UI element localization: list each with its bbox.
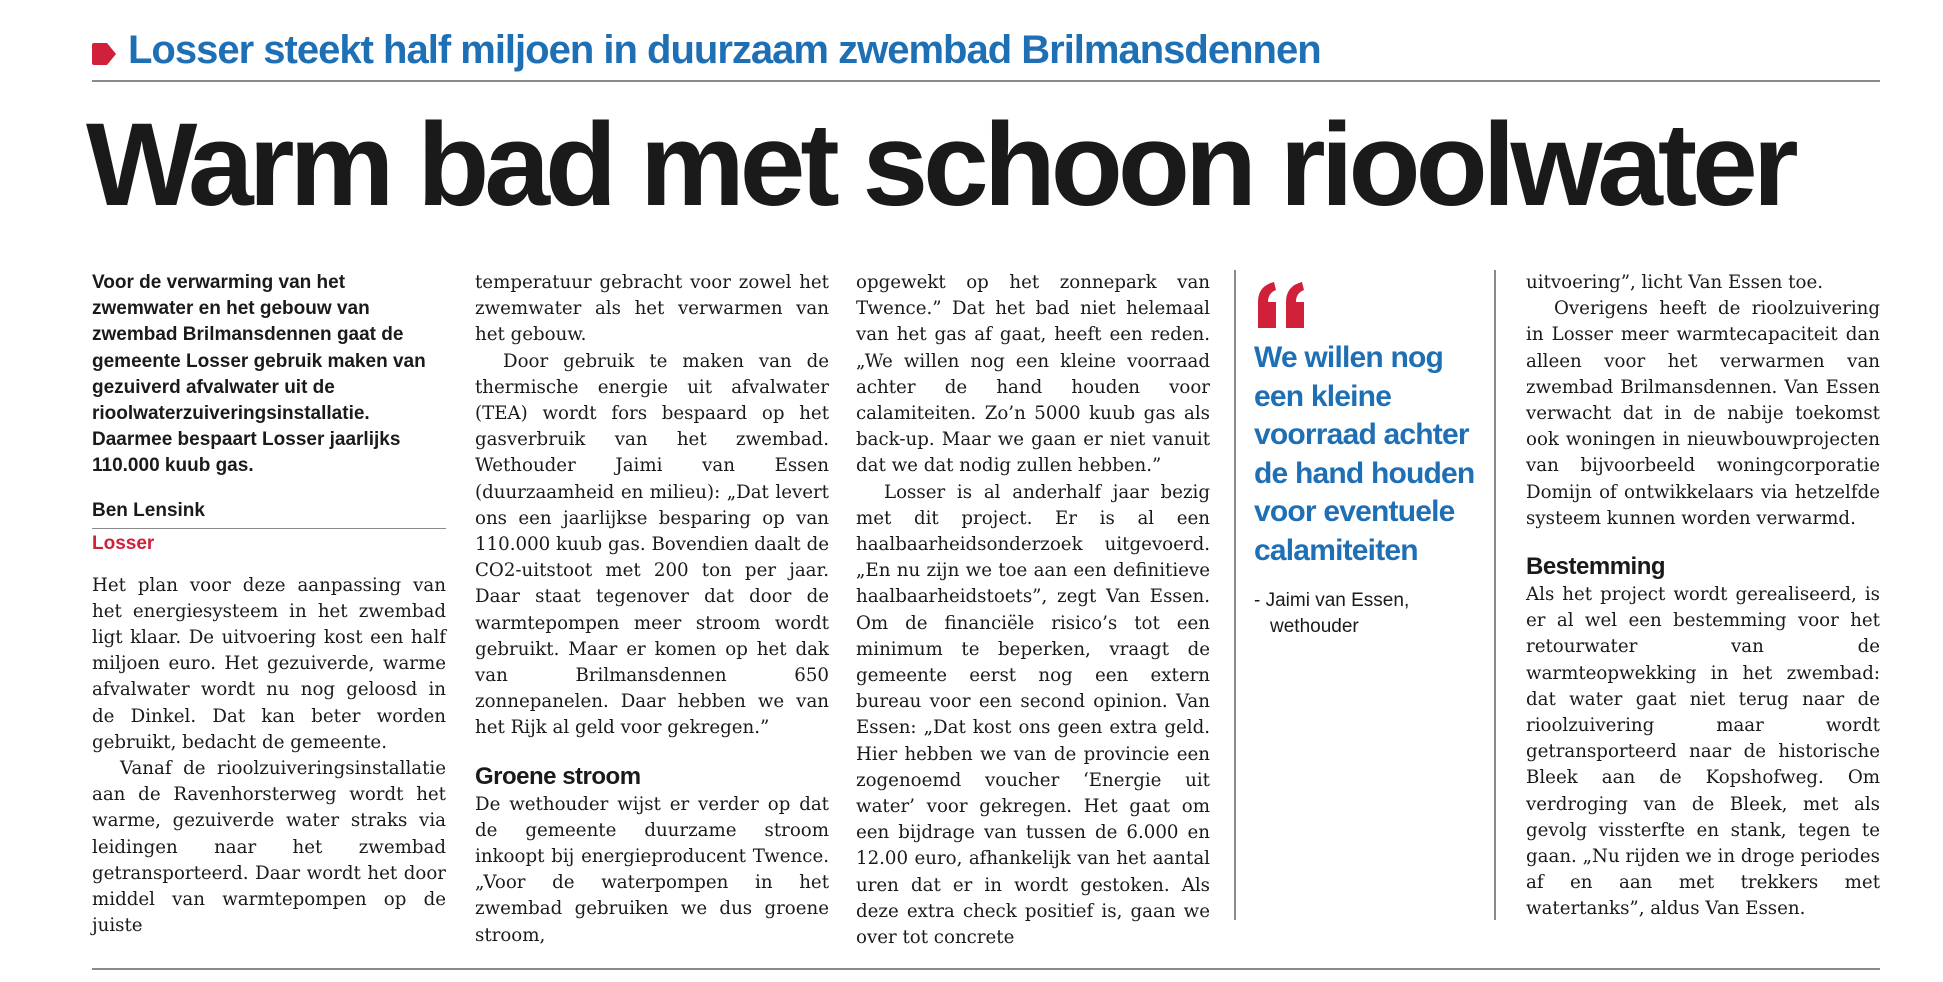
pull-quote <box>1234 270 1496 920</box>
quote-attribution-name: - Jaimi van Essen, <box>1254 590 1410 611</box>
column-1-body <box>92 573 446 940</box>
paragraph: uitvoering”, licht Van Essen toe. <box>1526 272 1823 293</box>
bottom-divider <box>92 968 1880 970</box>
kicker-text: Losser steekt half miljoen in duurzaam zwembad Brilmansdennen <box>128 27 1321 72</box>
article-page <box>86 0 1880 982</box>
paragraph: opgewekt op het zonnepark van Twence.” Dat het bad niet helemaal van het gas af gaat, heeft een reden. „We willen nog een kleine voorraad achter de hand houden voor calamiteiten. Zo’n 5000 kuub gas als back-up. Maar we gaan er niet vanuit dat we dat nodig zullen hebben.” <box>856 272 1210 477</box>
quote-text: We willen nog een kleine voorraad achter de hand houden voor eventuele calamiteiten <box>1254 341 1475 567</box>
column-2-body-continued <box>475 792 829 949</box>
paragraph: Losser is al anderhalf jaar bezig met dit project. Er is al een haalbaarheidsonderzoek uitgevoerd. „En nu zijn we toe aan een definitieve haalbaarheidstoets”, zegt Van Essen. Om de financiële risico’s tot een minimum te beperken, vraagt de gemeente eerst nog een extern bureau voor een second opinion. Van Essen: „Dat kost ons geen extra geld. Hier hebben we van de provincie een zogenoemd voucher ‘Energie uit water’ voor gekregen. Het gaat om een bijdrage van tussen de 6.000 en 12.00 euro, afhankelijk van het aantal uren dat er in wordt gestoken. Als deze extra check positief is, gaan we over tot concrete <box>856 481 1210 949</box>
column-1 <box>92 270 446 939</box>
red-arrow-marker-icon <box>92 43 116 65</box>
column-5 <box>1526 270 1880 923</box>
quote-attribution-role: wethouder <box>1270 616 1359 637</box>
paragraph: Vanaf de rioolzuiveringsinstallatie aan de Ravenhorsterweg wordt het warme, gezuiverde water straks via leidingen naar het zwembad getransporteerd. Daar wordt het door middel van warmtepompen op de juiste <box>92 758 446 937</box>
headline: Warm bad met schoon rioolwater <box>86 99 1794 231</box>
red-quote-mark-icon <box>1254 280 1310 328</box>
subhead-groene-stroom: Groene stroom <box>475 762 641 790</box>
column-2-body <box>475 270 829 742</box>
column-3 <box>856 270 1210 951</box>
subhead-bestemming: Bestemming <box>1526 553 1666 581</box>
quote-attribution <box>1254 588 1476 640</box>
column-5-body <box>1526 270 1880 532</box>
column-5-body-continued <box>1526 582 1880 923</box>
paragraph: Overigens heeft de rioolzuivering in Losser meer warmtecapaciteit dan alleen voor het verwarmen van zwembad Brilmansdennen. Van Essen verwacht dat in de nabije toekomst ook woningen in nieuwbouwprojecten van bijvoorbeeld woningcorporatie Domijn of ontwikkelaars via hetzelfde systeem kunnen worden verwarmd. <box>1526 298 1880 529</box>
paragraph: Door gebruik te maken van de thermische energie uit afvalwater (TEA) wordt fors bespaard op het gasverbruik van het zwembad. Wethouder Jaimi van Essen (duurzaamheid en milieu): „Dat levert ons een jaarlijkse besparing op van 110.000 kuub gas. Bovendien daalt de CO2-uitstoot met 200 ton per jaar. Daar staat tegenover dat door de warmtepompen meer stroom wordt gebruikt. Maar er komen op het dak van Brilmansdennen 650 zonnepanelen. Daar hebben we van het Rijk al geld voor gekregen.” <box>475 350 829 739</box>
kicker <box>92 22 1880 78</box>
location-label: Losser <box>92 532 155 554</box>
top-divider <box>92 80 1880 82</box>
paragraph: temperatuur gebracht voor zowel het zwemwater als het verwarmen van het gebouw. <box>475 272 829 346</box>
intro-text: Voor de verwarming van het zwemwater en het gebouw van zwembad Brilmansdennen gaat de gemeente Losser gebruik maken van gezuiverd afvalwater uit de rioolwaterzuiveringsinstallatie. Daarmee bespaart Losser jaarlijks 110.000 kuub gas. <box>92 272 426 477</box>
column-3-body <box>856 270 1210 951</box>
author-byline: Ben Lensink <box>92 500 446 529</box>
column-2 <box>475 270 829 949</box>
paragraph: De wethouder wijst er verder op dat de gemeente duurzame stroom inkoopt bij energieproducent Twence. „Voor de waterpompen in het zwembad gebruiken we dus groene stroom, <box>475 793 829 946</box>
paragraph: Het plan voor deze aanpassing van het energiesysteem in het zwembad ligt klaar. De uitvoering kost een half miljoen euro. Het gezuiverde, warme afvalwater wordt nu nog geloosd in de Dinkel. Dat kan beter worden gebruikt, bedacht de gemeente. <box>92 574 446 753</box>
paragraph: Als het project wordt gerealiseerd, is er al wel een bestemming voor het retourwater van de warmteopwekking in het zwembad: dat water gaat niet terug naar de rioolzuivering maar wordt getransporteerd naar de historische Bleek aan de Kopshofweg. Om verdroging van de Bleek, met als gevolg vissterfte en stank, tegen te gaan. „Nu rijden we in droge periodes af en aan met trekkers met watertanks”, aldus Van Essen. <box>1526 584 1880 920</box>
